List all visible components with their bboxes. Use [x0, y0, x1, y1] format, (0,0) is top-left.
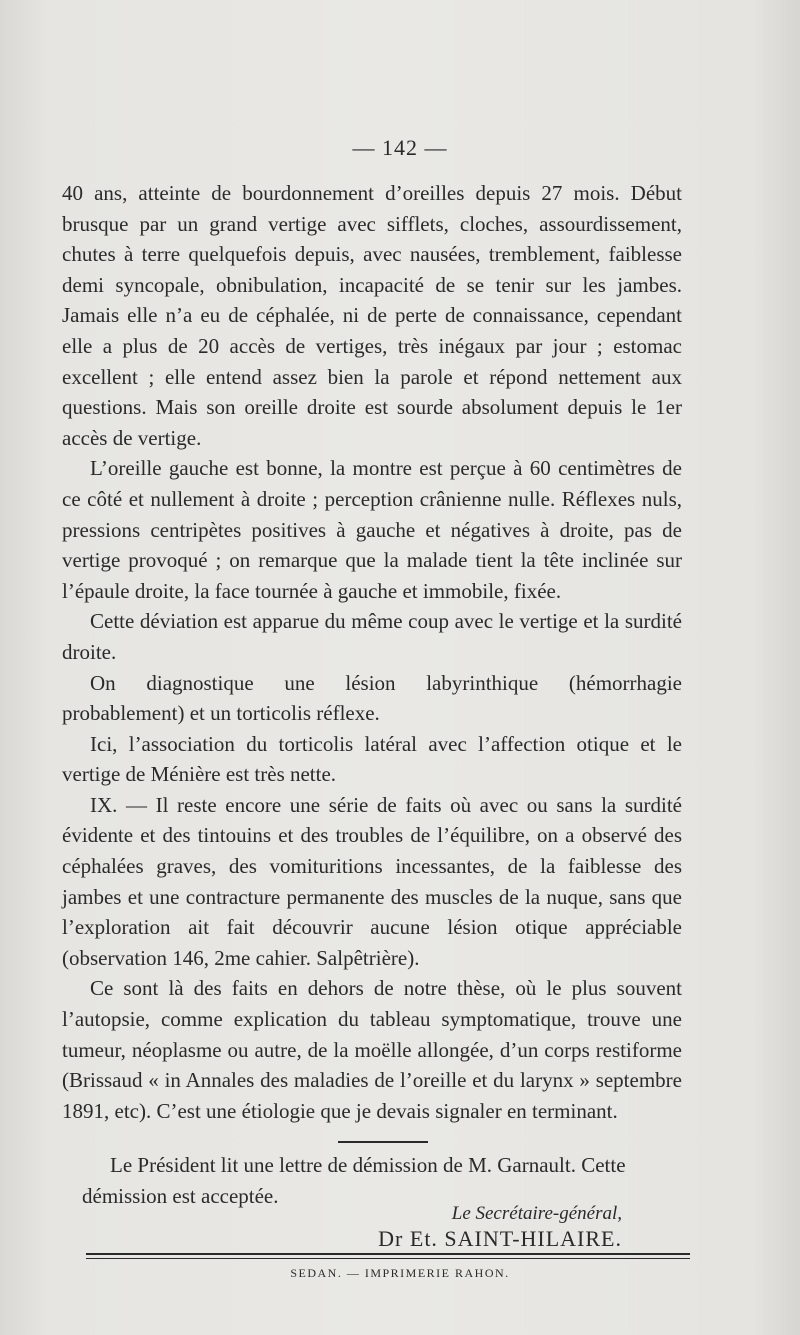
paragraph: Cette déviation est apparue du même coup avec le vertige et la surdité droite.: [62, 609, 682, 664]
paragraph: On diagnostique une lésion labyrinthique (hémorrhagie probablement) et un torticolis réflexe.: [62, 670, 682, 726]
president-note: [82, 1150, 702, 1211]
section-divider: [338, 1141, 428, 1143]
footer-rule: [86, 1253, 690, 1259]
body-text: [62, 178, 682, 1126]
signature-name: Dr Et. SAINT-HILAIRE.: [378, 1226, 622, 1251]
president-paragraph: Le Président lit une lettre de démission de M. Garnault. Cette démission est acceptée.: [82, 1153, 626, 1208]
paragraph: Ici, l’association du torticolis latéral avec l’affection otique et le vertige de Ménière est très nette.: [62, 731, 682, 787]
paragraph: IX. — Il reste encore une série de faits où avec ou sans la surdité évidente et des tintouins et des troubles de l’équilibre, on a observé des céphalées graves, des vomituritions incessantes, de la faiblesse des jambes et une contracture permanente des muscles de la nuque, sans que l’exploration ait fait découvrir aucune lésion otique appréciable (observation 146, 2me cahier. Salpêtrière).: [62, 792, 682, 970]
signature-title: Le Secrétaire-général,: [451, 1203, 622, 1224]
paragraph: 40 ans, atteinte de bourdonnement d’oreilles depuis 27 mois. Début brusque par un grand vertige avec sifflets, cloches, assourdissement, chutes à terre quelquefois depuis, avec nausées, tremblement, faiblesse demi syncopale, obnibulation, incapacité de se tenir sur les jambes. Jamais elle n’a eu de céphalée, ni de perte de connaissance, cependant elle a plus de 20 accès de vertiges, très inégaux par jour ; estomac excellent ; elle entend assez bien la parole et répond nettement aux questions. Mais son oreille droite est sourde absolument depuis le 1er accès de vertige.: [62, 181, 682, 450]
page-number: — 142 —: [352, 135, 448, 160]
printer-imprint: SEDAN. — IMPRIMERIE RAHON.: [290, 1266, 510, 1280]
paragraph: L’oreille gauche est bonne, la montre est perçue à 60 centimètres de ce côté et nullement à droite ; perception crânienne nulle. Réflexes nuls, pressions centripètes positives à gauche et négatives à droite, pas de vertige provoqué ; on remarque que la malade tient la tête inclinée sur l’épaule droite, la face tournée à gauche et immobile, fixée.: [62, 456, 682, 603]
paragraph: Ce sont là des faits en dehors de notre thèse, où le plus souvent l’autopsie, comme explication du tableau symptomatique, trouve une tumeur, néoplasme ou autre, de la moëlle allongée, d’un corps restiforme (Brissaud « in Annales des maladies de l’oreille et du larynx » septembre 1891, etc). C’est une étiologie que je devais signaler en terminant.: [62, 976, 682, 1123]
